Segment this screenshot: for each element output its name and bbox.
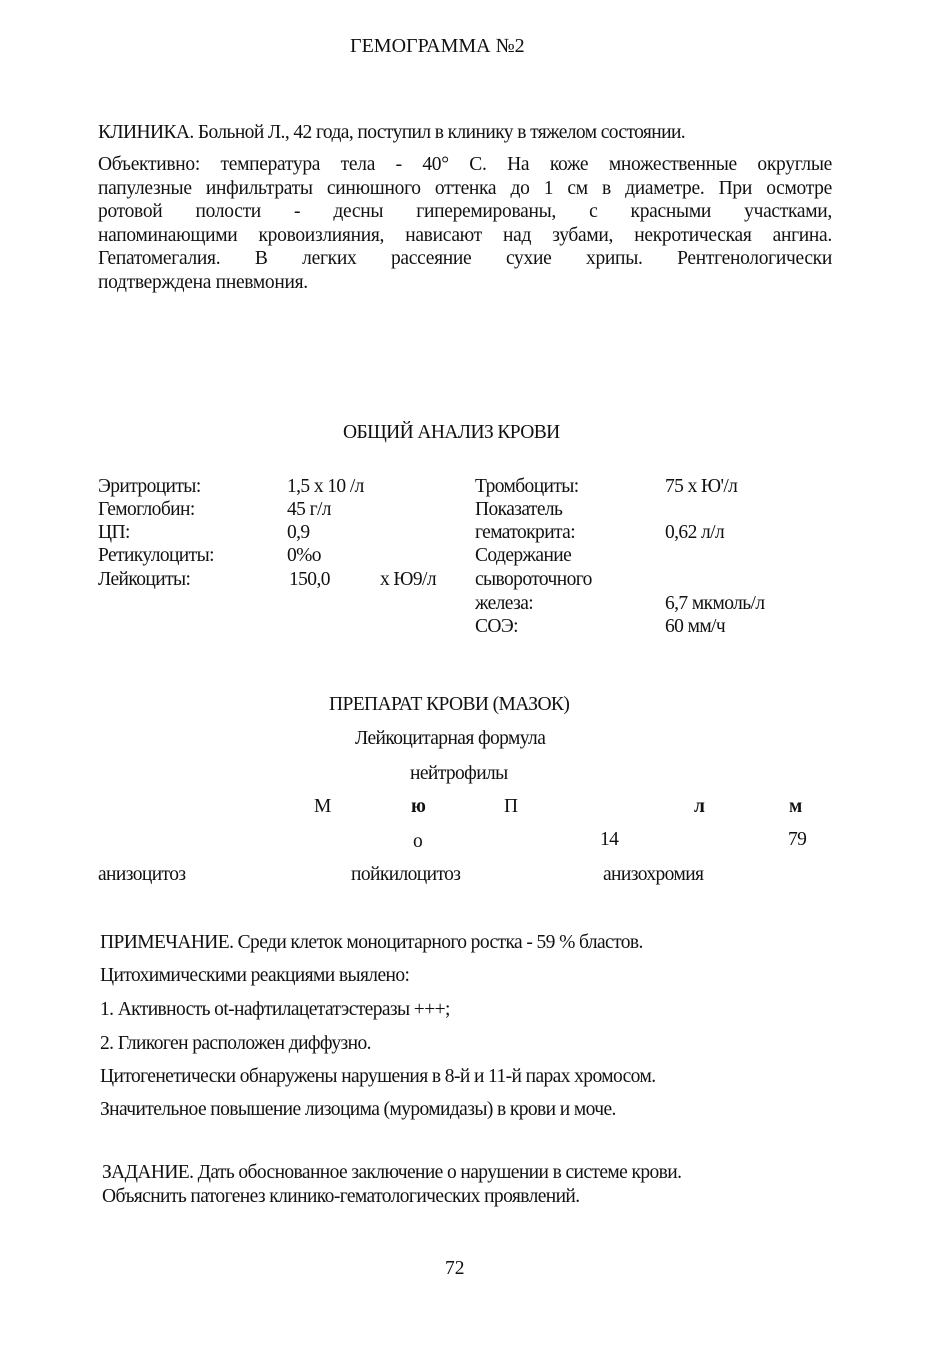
lab-value-reticulocytes: 0%о bbox=[287, 545, 321, 566]
lab-label-esr: СОЭ: bbox=[475, 616, 518, 637]
task-line: Объяснить патогенез клинико-гематологических проявлений. bbox=[102, 1186, 580, 1207]
clinic-line: Гепатомегалия. В легких рассеяние сухие хрипы. Рентгенологически bbox=[98, 248, 832, 269]
lab-value-color-index: 0,9 bbox=[287, 522, 310, 543]
formula-col-monocytes: м bbox=[789, 796, 803, 817]
note-line: Цитогенетически обнаружены нарушения в 8-й и 11-й парах хромосом. bbox=[100, 1066, 656, 1087]
smear-heading: ПРЕПАРАТ КРОВИ (МАЗОК) bbox=[329, 694, 570, 715]
lab-unit-leukocytes: х Ю9/л bbox=[380, 569, 436, 590]
lab-label-iron-2: сывороточного bbox=[475, 569, 592, 590]
lab-value-iron: 6,7 мкмоль/л bbox=[665, 593, 765, 614]
lab-label-platelets: Тромбоциты: bbox=[475, 476, 579, 497]
page-number: 72 bbox=[445, 1258, 465, 1279]
lab-label-hematocrit-2: гематокрита: bbox=[475, 522, 576, 543]
blood-test-heading: ОБЩИЙ АНАЛИЗ КРОВИ bbox=[343, 422, 560, 443]
lab-value-platelets: 75 х Ю'/л bbox=[665, 476, 738, 497]
page-title: ГЕМОГРАММА №2 bbox=[350, 35, 525, 57]
lab-value-esr: 60 мм/ч bbox=[665, 616, 726, 637]
note-line: ПРИМЕЧАНИЕ. Среди клеток моноцитарного ростка - 59 % бластов. bbox=[100, 932, 643, 953]
lab-label-iron-3: железа: bbox=[475, 593, 534, 614]
morphology-poikilocytosis: пойкилоцитоз bbox=[351, 864, 461, 885]
formula-col-band: П bbox=[504, 796, 519, 817]
neutrophils-label: нейтрофилы bbox=[410, 763, 508, 784]
clinic-line: Объективно: температура тела - 40° С. На коже множественные округлые bbox=[98, 154, 832, 175]
task-line: ЗАДАНИЕ. Дать обоснованное заключение о нарушении в системе крови. bbox=[102, 1162, 682, 1183]
formula-value-monocytes: 79 bbox=[788, 829, 807, 850]
lab-value-hemoglobin: 45 г/л bbox=[287, 499, 331, 520]
clinic-line: папулезные инфильтраты синюшного оттенка до 1 см в диаметре. При осмотре bbox=[98, 177, 832, 199]
formula-value-juvenile: о bbox=[413, 831, 423, 852]
lab-label-reticulocytes: Ретикулоциты: bbox=[98, 545, 214, 566]
clinic-line: напоминающими кровоизлияния, нависают над зубами, некротическая ангина. bbox=[98, 224, 832, 246]
lab-label-iron-1: Содержание bbox=[475, 545, 572, 566]
clinic-intro: КЛИНИКА. Больной Л., 42 года, поступил в клинику в тяжелом состоянии. bbox=[98, 122, 686, 143]
lab-label-erythrocytes: Эритроциты: bbox=[98, 476, 201, 497]
formula-col-lymphocytes: л bbox=[694, 796, 705, 817]
clinic-line: ротовой полости - десны гиперемированы, с красными участками, bbox=[98, 201, 832, 222]
note-line: Цитохимическими реакциями выялено: bbox=[100, 965, 410, 986]
clinic-line: подтверждена пневмония. bbox=[98, 271, 308, 293]
lab-label-leukocytes: Лейкоциты: bbox=[98, 569, 191, 590]
lab-value-hematocrit: 0,62 л/л bbox=[665, 522, 725, 543]
formula-col-juvenile: ю bbox=[411, 796, 426, 817]
lab-value-erythrocytes: 1,5 х 10 /л bbox=[287, 476, 364, 497]
morphology-anisocytosis: анизоцитоз bbox=[98, 864, 186, 885]
note-line: 2. Гликоген расположен диффузно. bbox=[100, 1033, 371, 1054]
lab-label-hemoglobin: Гемоглобин: bbox=[98, 499, 195, 520]
lab-label-hematocrit-1: Показатель bbox=[475, 499, 563, 520]
leukocyte-formula-heading: Лейкоцитарная формула bbox=[355, 728, 546, 749]
note-line: Значительное повышение лизоцима (муромидазы) в крови и моче. bbox=[100, 1099, 616, 1120]
lab-value-leukocytes: 150,0 bbox=[289, 569, 330, 590]
clinic-description bbox=[98, 153, 832, 294]
formula-col-myelocytes: М bbox=[314, 796, 332, 817]
formula-value-lymphocytes: 14 bbox=[600, 829, 619, 850]
lab-label-color-index: ЦП: bbox=[98, 522, 130, 543]
morphology-anisochromia: анизохромия bbox=[603, 864, 704, 885]
note-line: 1. Активность ot-нафтилацетатэстеразы +++; bbox=[100, 999, 450, 1020]
